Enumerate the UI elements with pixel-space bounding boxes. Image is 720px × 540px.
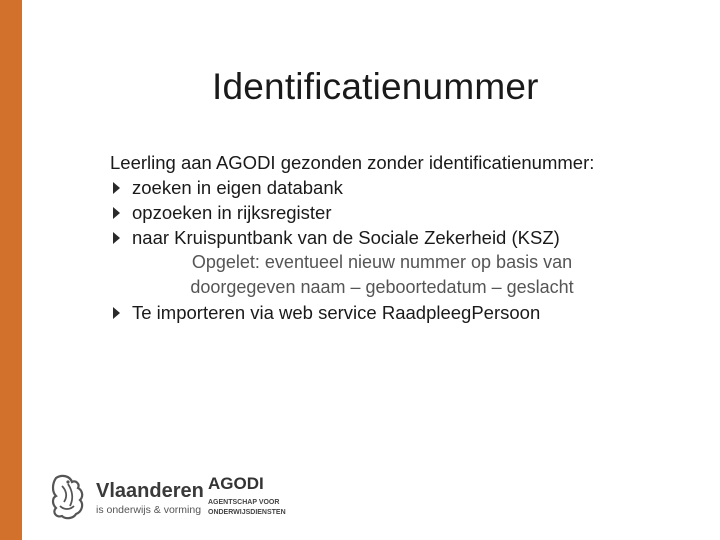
accent-bar [0, 0, 22, 540]
flemish-lion-icon [48, 472, 90, 522]
bullet-arrow-icon [113, 207, 120, 219]
bullet-text: zoeken in eigen databank [132, 177, 343, 198]
bullet-arrow-icon [113, 182, 120, 194]
slide-title: Identificatienummer [212, 66, 539, 107]
agodi-logo-subtitle: AGENTSCHAP VOOR ONDERWIJSDIENSTEN [208, 499, 286, 516]
bullet-arrow-icon [113, 232, 120, 244]
slide-content [110, 150, 670, 325]
vlaanderen-logo-subtitle: is onderwijs & vorming [96, 504, 202, 516]
note-text: Opgelet: eventueel nieuw nummer op basis van doorgegeven naam – geboortedatum – geslacht [190, 252, 574, 297]
bullet-item [110, 225, 670, 250]
bullet-item [110, 200, 670, 225]
agodi-logo-text: AGODI [208, 474, 264, 493]
bullet-item [110, 300, 670, 325]
bullet-text: opzoeken in rijksregister [132, 202, 332, 223]
bullet-item [110, 175, 670, 200]
bullet-text: naar Kruispuntbank van de Sociale Zekerheid (KSZ) [132, 227, 560, 248]
bullet-arrow-icon [113, 307, 120, 319]
vlaanderen-logo-text: Vlaanderen [96, 480, 204, 502]
intro-text: Leerling aan AGODI gezonden zonder identificatienummer: [110, 152, 595, 173]
bullet-text: Te importeren via web service RaadpleegPersoon [132, 302, 541, 323]
